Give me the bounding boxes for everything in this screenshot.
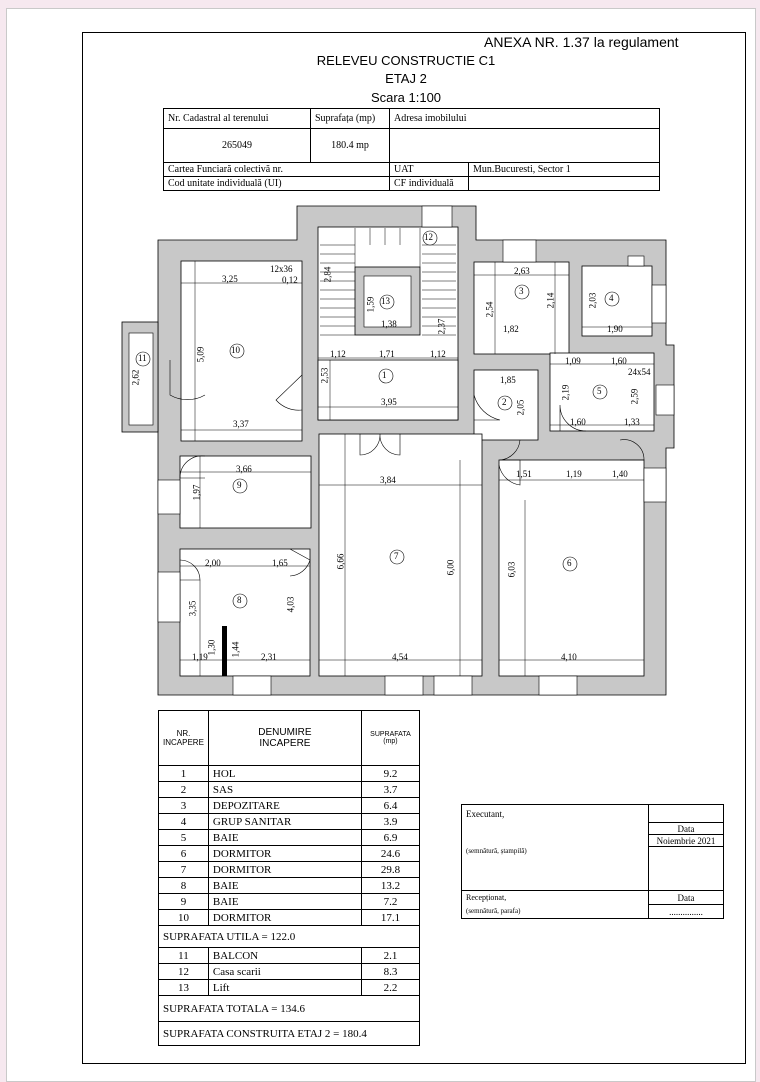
row-name: Casa scarii xyxy=(208,964,361,980)
col-nr-label: NR. xyxy=(176,729,191,738)
dim: 1,60 xyxy=(570,417,586,427)
room-number-7: 7 xyxy=(394,551,399,561)
row-nr: 6 xyxy=(159,846,209,862)
dim: 1,44 xyxy=(230,641,241,658)
row-nr: 2 xyxy=(159,782,209,798)
built-area: SUPRAFATA CONSTRUITA ETAJ 2 = 180.4 xyxy=(159,1022,420,1046)
table-row xyxy=(159,862,420,878)
dim: 3,37 xyxy=(233,419,249,429)
room-number-11: 11 xyxy=(138,353,147,363)
table-row xyxy=(159,814,420,830)
table-row xyxy=(159,964,420,980)
util-total: SUPRAFATA UTILA = 122.0 xyxy=(159,926,420,948)
dim: 2,31 xyxy=(261,652,277,662)
dim: 1,09 xyxy=(565,356,581,366)
row-area: 3.9 xyxy=(361,814,419,830)
row-nr: 9 xyxy=(159,894,209,910)
dim: 1,65 xyxy=(272,558,288,568)
row-nr: 13 xyxy=(159,980,209,996)
row-name: BAIE xyxy=(208,830,361,846)
dim: 3,35 xyxy=(187,600,198,617)
row-area: 6.9 xyxy=(361,830,419,846)
dim: 1,40 xyxy=(612,469,628,479)
room-number-2: 2 xyxy=(502,397,507,407)
dim: 2,54 xyxy=(484,301,495,318)
col-area-label-2: (mp) xyxy=(383,738,398,745)
sign-stamp: (semnătură, ștampilă) xyxy=(462,847,649,891)
col-nr-header xyxy=(159,711,209,766)
room-number-13: 13 xyxy=(381,296,390,306)
row-area: 17.1 xyxy=(361,910,419,926)
dim: 0,12 xyxy=(282,275,298,285)
room-number-5: 5 xyxy=(597,386,602,396)
total-area: SUPRAFATA TOTALA = 134.6 xyxy=(159,996,420,1022)
row-area: 13.2 xyxy=(361,878,419,894)
dim: 1,82 xyxy=(503,324,519,334)
row-name: SAS xyxy=(208,782,361,798)
dim: 2,59 xyxy=(629,388,640,405)
table-row xyxy=(159,894,420,910)
floor-label: ETAJ 2 xyxy=(385,71,427,86)
room-number-3: 3 xyxy=(519,286,524,296)
executant-spacer xyxy=(462,823,649,835)
row-name: DORMITOR xyxy=(208,910,361,926)
dim: 1,51 xyxy=(516,469,532,479)
dim: 1,85 xyxy=(500,375,516,385)
col-nr-label-2: INCAPERE xyxy=(163,738,204,747)
row-name: HOL xyxy=(208,766,361,782)
row-name: Lift xyxy=(208,980,361,996)
data-label-2: Data xyxy=(649,891,724,905)
row-name: DORMITOR xyxy=(208,846,361,862)
row-area: 7.2 xyxy=(361,894,419,910)
room-number-8: 8 xyxy=(237,595,242,605)
row-nr: 10 xyxy=(159,910,209,926)
address-label: Adresa imobilului xyxy=(390,109,660,129)
table-row xyxy=(159,766,420,782)
dim: 6,00 xyxy=(445,559,456,576)
data-label: Data xyxy=(649,823,724,835)
dim: 5,09 xyxy=(195,346,206,363)
room-number-4: 4 xyxy=(609,293,614,303)
row-nr: 7 xyxy=(159,862,209,878)
uat-label: UAT xyxy=(390,163,469,177)
row-area: 24.6 xyxy=(361,846,419,862)
row-nr: 4 xyxy=(159,814,209,830)
col-name-label: DENUMIRE xyxy=(258,727,312,738)
col-name-label-2: INCAPERE xyxy=(259,738,311,749)
dim: 2,14 xyxy=(545,292,556,309)
row-nr: 3 xyxy=(159,798,209,814)
dim: 4,03 xyxy=(285,596,296,613)
dim: 2,37 xyxy=(436,318,447,335)
dim: 1,30 xyxy=(206,639,217,656)
table-row xyxy=(159,948,420,964)
executant-spacer-2 xyxy=(462,835,649,847)
row-name: GRUP SANITAR xyxy=(208,814,361,830)
dim: 6,03 xyxy=(506,561,517,578)
dim: 24x54 xyxy=(628,367,651,377)
room-number-9: 9 xyxy=(237,480,242,490)
dim: 1,12 xyxy=(330,349,346,359)
table-row xyxy=(159,910,420,926)
row-name: DEPOZITARE xyxy=(208,798,361,814)
dim: 6,66 xyxy=(335,553,346,570)
scale-label: Scara 1:100 xyxy=(370,90,442,105)
row-nr: 11 xyxy=(159,948,209,964)
row-nr: 12 xyxy=(159,964,209,980)
executant-table xyxy=(461,804,724,919)
dim: 1,12 xyxy=(430,349,446,359)
dim: 4,10 xyxy=(561,652,577,662)
row-nr: 5 xyxy=(159,830,209,846)
col-area-header xyxy=(361,711,419,766)
dim: 1,60 xyxy=(611,356,627,366)
dim: 1,59 xyxy=(365,296,376,313)
table-row xyxy=(159,980,420,996)
dim: 3,66 xyxy=(236,464,252,474)
executant-cell xyxy=(649,805,724,823)
dim: 1,19 xyxy=(192,652,208,662)
table-row xyxy=(159,830,420,846)
table-row xyxy=(159,798,420,814)
row-name: DORMITOR xyxy=(208,862,361,878)
room-number-10: 10 xyxy=(231,345,240,355)
cadastral-value: 265049 xyxy=(164,129,311,163)
room-number-1: 1 xyxy=(382,370,387,380)
dim: 1,97 xyxy=(191,484,202,501)
area-value: 180.4 mp xyxy=(311,129,390,163)
uat-value: Mun.Bucuresti, Sector 1 xyxy=(469,163,660,177)
dim: 1,33 xyxy=(624,417,640,427)
row-name: BAIE xyxy=(208,878,361,894)
dim: 2,62 xyxy=(130,369,141,386)
dim: 1,71 xyxy=(379,349,395,359)
table-row xyxy=(159,782,420,798)
cod-label: Cod unitate individuală (UI) xyxy=(164,177,390,191)
carte-label: Cartea Funciară colectivă nr. xyxy=(164,163,390,177)
dim: 3,84 xyxy=(380,475,396,485)
row-area: 29.8 xyxy=(361,862,419,878)
row-area: 8.3 xyxy=(361,964,419,980)
drawing-title: RELEVEU CONSTRUCTIE C1 xyxy=(316,53,496,68)
row-name: BALCON xyxy=(208,948,361,964)
dim: 2,63 xyxy=(514,266,530,276)
dim: 2,00 xyxy=(205,558,221,568)
dim: 2,03 xyxy=(587,292,598,309)
row-nr: 1 xyxy=(159,766,209,782)
sign-parafa: (semnătură, parafa) xyxy=(462,905,649,919)
row-area: 2.2 xyxy=(361,980,419,996)
row-name: BAIE xyxy=(208,894,361,910)
dim: 1,38 xyxy=(381,319,397,329)
room-number-6: 6 xyxy=(567,558,572,568)
dim: 2,84 xyxy=(322,266,333,283)
dim: 3,25 xyxy=(222,274,238,284)
cf-label: CF individuală xyxy=(390,177,469,191)
dim: 12x36 xyxy=(270,264,293,274)
cadastral-label: Nr. Cadastral al terenului xyxy=(164,109,311,129)
partition-wall xyxy=(222,626,227,676)
dim: 2,53 xyxy=(319,367,330,384)
dim: 1,19 xyxy=(566,469,582,479)
dim: 3,95 xyxy=(381,397,397,407)
table-row xyxy=(159,878,420,894)
table-row xyxy=(159,846,420,862)
dim: 2,05 xyxy=(515,399,526,416)
sign-stamp-cell xyxy=(649,847,724,891)
row-area: 9.2 xyxy=(361,766,419,782)
receptionat-label: Recepționat, xyxy=(462,891,649,905)
dim: 1,90 xyxy=(607,324,623,334)
data-dots: ............... xyxy=(649,905,724,919)
row-nr: 8 xyxy=(159,878,209,894)
dim: 4,54 xyxy=(392,652,408,662)
row-area: 2.1 xyxy=(361,948,419,964)
data-value: Noiembrie 2021 xyxy=(649,835,724,847)
annex-label: ANEXA NR. 1.37 la regulament xyxy=(484,34,679,50)
area-label: Suprafața (mp) xyxy=(311,109,390,129)
col-area-label: SUPRAFATA xyxy=(370,731,411,738)
room-number-12: 12 xyxy=(424,232,433,242)
col-name-header xyxy=(208,711,361,766)
executant-label: Executant, xyxy=(462,805,649,823)
dim: 2,19 xyxy=(560,384,571,401)
row-area: 6.4 xyxy=(361,798,419,814)
rooms-table xyxy=(158,710,420,1046)
row-area: 3.7 xyxy=(361,782,419,798)
